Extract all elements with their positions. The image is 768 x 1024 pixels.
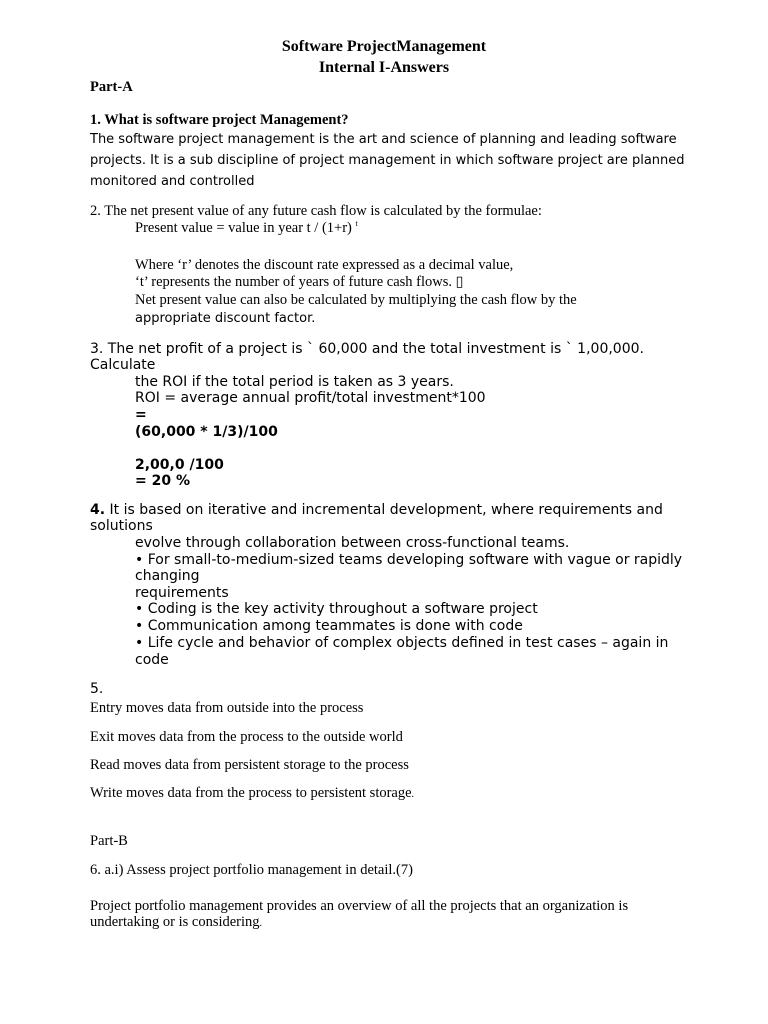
- q4-text: solutions: [90, 518, 153, 534]
- q2-where-line: ‘t’ represents the number of years of future cash flows. ▯: [135, 274, 464, 290]
- q1-answer-line: monitored and controlled: [90, 174, 255, 189]
- q3-text: Calculate: [90, 357, 156, 373]
- document-subtitle: Internal I-Answers: [318, 59, 450, 76]
- q2-npv-line: Net present value can also be calculated by multiplying the cash flow by the: [135, 292, 577, 308]
- q6-heading: 6. a.i) Assess project portfolio management in detail.(7): [90, 862, 413, 878]
- q4-bullet: • Coding is the key activity throughout a software project: [135, 601, 538, 617]
- q5-write-text: Write moves data from the process to persistent storage: [90, 785, 412, 801]
- q3-text: the ROI if the total period is taken as 3 years.: [135, 374, 454, 390]
- q6-answer-line: Project portfolio management provides an overview of all the projects that an organization is: [90, 898, 629, 914]
- q4-number: 4.: [90, 502, 106, 518]
- q4-bullet-cont: changing: [135, 568, 200, 584]
- q4-bullet: • Life cycle and behavior of complex objects defined in test cases – again in: [135, 635, 669, 651]
- q1-answer-line: The software project management is the art and science of planning and leading software: [90, 132, 677, 147]
- q3-text: 3. The net profit of a project is ` 60,000 and the total investment is ` 1,00,000.: [90, 341, 644, 357]
- q4-bullet: • For small-to-medium-sized teams developing software with vague or rapidly: [135, 552, 683, 568]
- q4-bullet: • Communication among teammates is done with code: [135, 618, 523, 634]
- q3-result: = 20 %: [135, 473, 190, 489]
- q4-line: It is based on iterative and incremental development, where requirements and: [105, 502, 663, 518]
- q3-calculation: (60,000 * 1/3)/100: [135, 424, 278, 440]
- q6-answer-period: .: [259, 918, 263, 929]
- q6-answer-line: [90, 914, 262, 931]
- q5-write: [90, 785, 414, 802]
- q3-roi-formula: ROI = average annual profit/total investment*100: [135, 390, 486, 406]
- q3-calculation: 2,00,0 /100: [135, 457, 224, 473]
- q4-text: [90, 502, 663, 519]
- q5-entry: Entry moves data from outside into the process: [90, 700, 364, 716]
- q4-text: evolve through collaboration between cross-functional teams.: [135, 535, 570, 551]
- q5-number: 5.: [90, 681, 104, 697]
- q4-bullet-cont: code: [135, 652, 169, 668]
- q1-heading: 1. What is software project Management?: [90, 112, 349, 128]
- q1-answer-line: projects. It is a sub discipline of project management in which software project are planned: [90, 153, 685, 168]
- q5-write-period: .: [411, 789, 415, 800]
- document-title: Software ProjectManagement: [281, 38, 487, 55]
- q2-text: 2. The net present value of any future cash flow is calculated by the formulae:: [90, 203, 542, 219]
- q3-calculation: =: [135, 407, 147, 423]
- q5-read: Read moves data from persistent storage to the process: [90, 757, 409, 773]
- q2-where-line: Where ‘r’ denotes the discount rate expressed as a decimal value,: [135, 257, 514, 273]
- part-a-heading: Part-A: [90, 79, 133, 95]
- q2-formula: [135, 220, 358, 237]
- q4-bullet-cont: requirements: [135, 585, 229, 601]
- q2-formula-text: Present value = value in year t / (1+r): [135, 220, 352, 236]
- q2-npv-line: appropriate discount factor.: [135, 311, 316, 326]
- q6-answer-text: undertaking or is considering: [90, 914, 260, 930]
- q2-formula-exponent: t: [355, 219, 358, 228]
- part-b-heading: Part-B: [90, 833, 128, 849]
- q5-exit: Exit moves data from the process to the outside world: [90, 729, 403, 745]
